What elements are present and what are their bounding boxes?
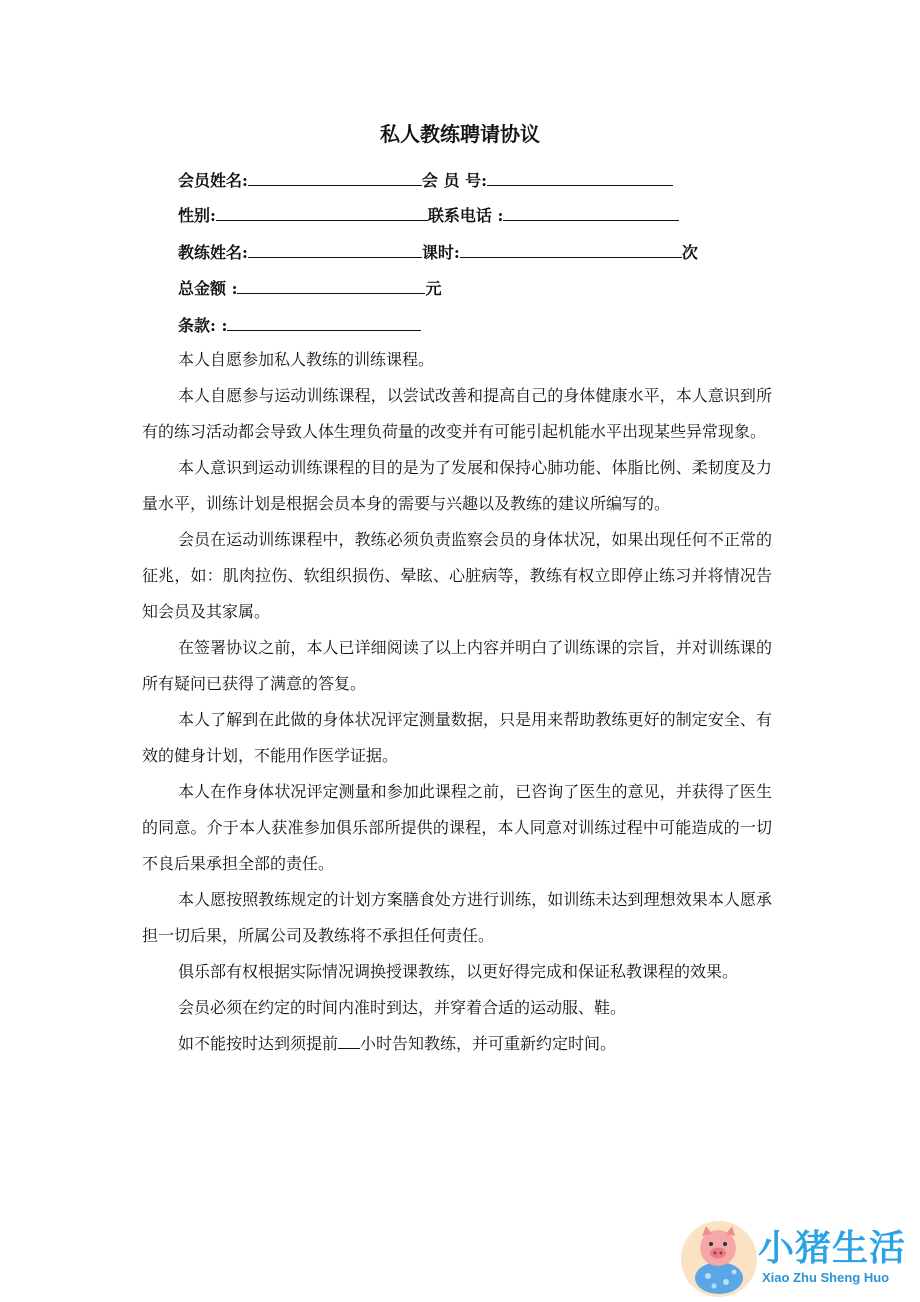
paragraph: 在签署协议之前，本人已详细阅读了以上内容并明白了训练课的宗旨，并对训练课的所有疑问已获得了满意的答复。 bbox=[142, 638, 772, 693]
document-title: 私人教练聘请协议 bbox=[380, 122, 540, 146]
paragraph: 本人愿按照教练规定的计划方案膳食处方进行训练，如训练未达到理想效果本人愿承担一切后果，所属公司及教练将不承担任何责任。 bbox=[142, 890, 772, 945]
member-no-label: 会 员 号: bbox=[421, 171, 487, 190]
phone-label: 联系电话 : bbox=[427, 206, 504, 225]
terms-blank[interactable] bbox=[227, 314, 421, 331]
brand-logo bbox=[678, 1216, 920, 1302]
paragraph: 俱乐部有权根据实际情况调换授课教练，以更好得完成和保证私教课程的效果。 bbox=[178, 962, 739, 981]
paragraph: 本人在作身体状况评定测量和参加此课程之前，已咨询了医生的意见，并获得了医生的同意。介于本人获准参加俱乐部所提供的课程，本人同意对训练过程中可能造成的一切不良后果承担全部的责任。 bbox=[142, 782, 772, 873]
pig-mascot-icon bbox=[678, 1216, 760, 1298]
paragraph: 本人自愿参加私人教练的训练课程。 bbox=[178, 350, 435, 369]
total-amount-label: 总金额 : bbox=[178, 279, 238, 298]
field-row-amount bbox=[178, 276, 442, 300]
paragraph-last bbox=[142, 1026, 772, 1062]
times-unit: 次 bbox=[681, 243, 698, 262]
paragraph: 本人意识到运动训练课程的目的是为了发展和保持心肺功能、体脂比例、柔韧度及力量水平，训练计划是根据会员本身的需要与兴趣以及教练的建议所编写的。 bbox=[142, 458, 772, 513]
brand-name-cn: 小猪生活 bbox=[758, 1228, 907, 1269]
last-line-before: 如不能按时达到须提前 bbox=[178, 1034, 339, 1053]
last-line-after: 小时告知教练，并可重新约定时间。 bbox=[360, 1034, 617, 1053]
currency-unit: 元 bbox=[425, 279, 442, 298]
terms-label: 条款: : bbox=[178, 316, 228, 335]
gender-label: 性别: bbox=[178, 206, 216, 225]
coach-name-label: 教练姓名: bbox=[178, 243, 248, 262]
paragraph: 会员必须在约定的时间内准时到达，并穿着合适的运动服、鞋。 bbox=[178, 998, 627, 1017]
gender-blank[interactable] bbox=[216, 204, 428, 221]
class-hours-blank[interactable] bbox=[460, 241, 682, 258]
field-row-coach-hours bbox=[178, 240, 698, 264]
phone-blank[interactable] bbox=[503, 204, 679, 221]
agreement-body bbox=[142, 342, 772, 1062]
coach-name-blank[interactable] bbox=[248, 241, 422, 258]
member-name-label: 会员姓名: bbox=[178, 171, 248, 190]
paragraph: 本人了解到在此做的身体状况评定测量数据，只是用来帮助教练更好的制定安全、有效的健身计划，不能用作医学证据。 bbox=[142, 710, 772, 765]
member-name-blank[interactable] bbox=[248, 169, 422, 186]
field-row-member bbox=[178, 168, 673, 192]
member-no-blank[interactable] bbox=[487, 169, 673, 186]
hours-blank[interactable] bbox=[338, 1034, 360, 1049]
field-row-terms bbox=[178, 313, 421, 337]
class-hours-label: 课时: bbox=[421, 243, 460, 262]
paragraph: 本人自愿参与运动训练课程，以尝试改善和提高自己的身体健康水平，本人意识到所有的练习活动都会导致人体生理负荷量的改变并有可能引起机能水平出现某些异常现象。 bbox=[142, 386, 772, 441]
paragraph: 会员在运动训练课程中，教练必须负责监察会员的身体状况，如果出现任何不正常的征兆，如：肌肉拉伤、软组织损伤、晕眩、心脏病等，教练有权立即停止练习并将情况告知会员及其家属。 bbox=[142, 530, 772, 621]
field-row-gender-phone bbox=[178, 203, 679, 227]
brand-name-en: Xiao Zhu Sheng Huo bbox=[762, 1270, 890, 1285]
total-amount-blank[interactable] bbox=[237, 277, 425, 294]
